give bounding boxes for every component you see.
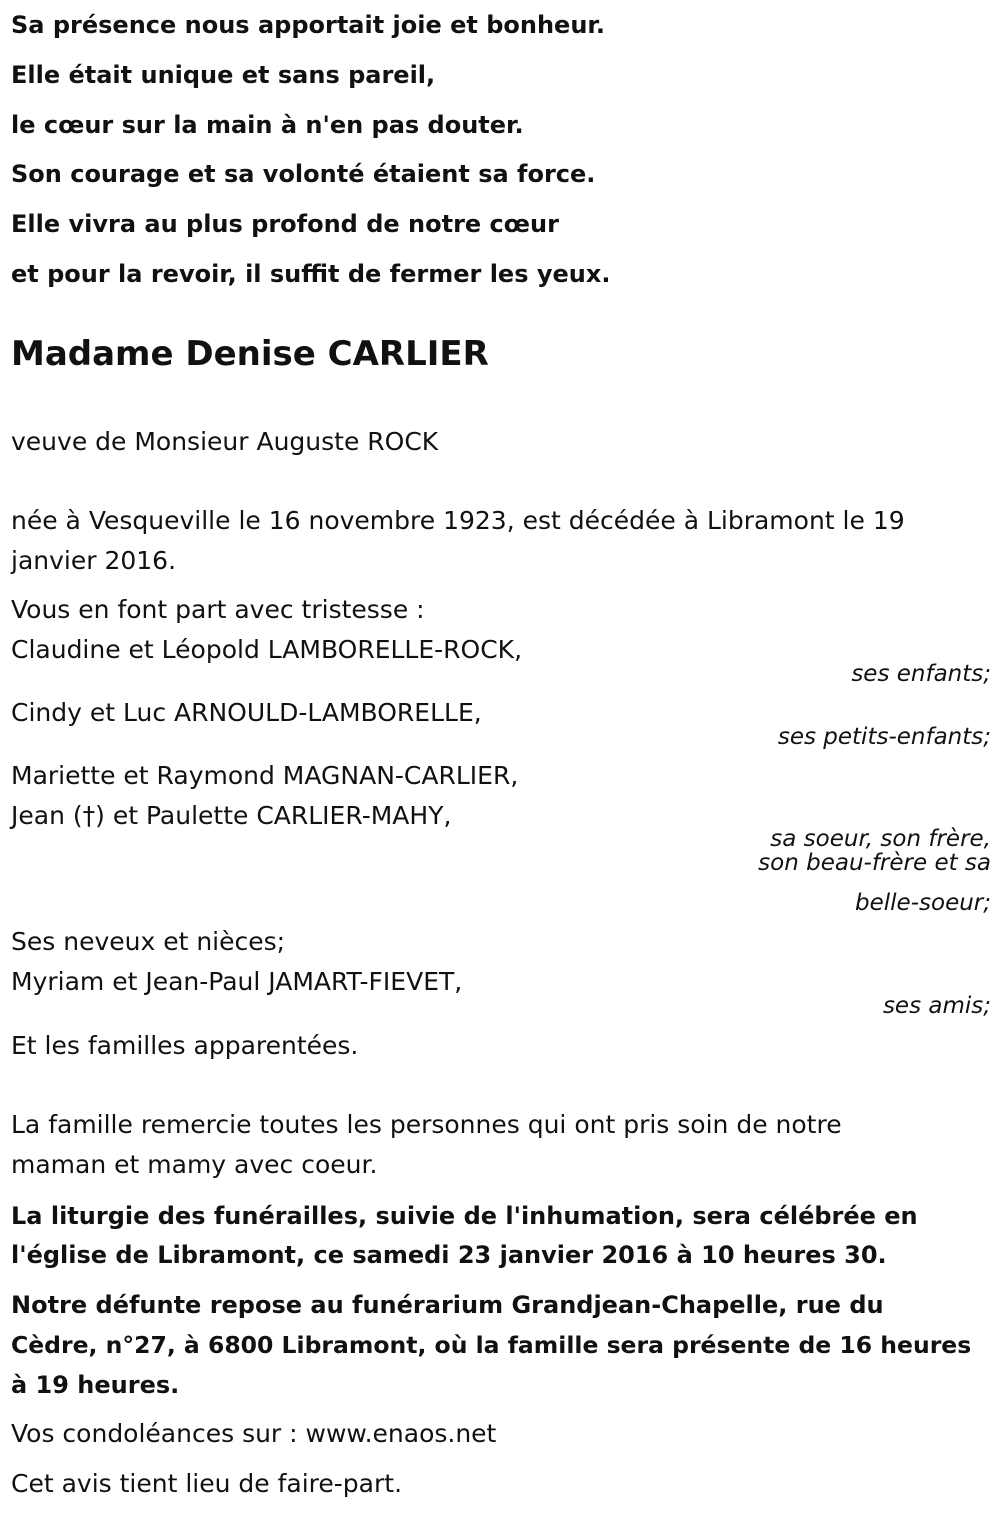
notice-line: Cet avis tient lieu de faire-part. [11, 1469, 403, 1498]
poem-line: Elle vivra au plus profond de notre cœur [11, 210, 559, 238]
announcement-intro: Vous en font part avec tristesse : [11, 595, 425, 624]
relatives: Et les familles apparentées. [11, 1031, 359, 1060]
widow-of: veuve de Monsieur Auguste ROCK [11, 427, 439, 456]
grandchildren-role: ses petits-enfants; [777, 724, 991, 750]
funerarium-line: Cèdre, n°27, à 6800 Libramont, où la famille sera présente de 16 heures [11, 1331, 972, 1359]
children-role: ses enfants; [851, 661, 991, 687]
birth-death-line: janvier 2016. [11, 546, 177, 575]
nephews-nieces: Ses neveux et nièces; [11, 927, 286, 956]
siblings-names: Mariette et Raymond MAGNAN-CARLIER, [11, 761, 519, 790]
siblings-role: sa soeur, son frère, [770, 826, 991, 852]
thanks-line: La famille remercie toutes les personnes qui ont pris soin de notre [11, 1110, 842, 1139]
children-names: Claudine et Léopold LAMBORELLE-ROCK, [11, 635, 523, 664]
poem-line: Elle était unique et sans pareil, [11, 61, 436, 89]
funerarium-line: Notre défunte repose au funérarium Grandjean-Chapelle, rue du [11, 1291, 884, 1319]
poem-line: le cœur sur la main à n'en pas douter. [11, 111, 524, 139]
funerarium-line: à 19 heures. [11, 1371, 180, 1399]
siblings-names: Jean (†) et Paulette CARLIER-MAHY, [11, 801, 452, 830]
poem-line: et pour la revoir, il suffit de fermer les yeux. [11, 260, 611, 288]
liturgy-line: l'église de Libramont, ce samedi 23 janvier 2016 à 10 heures 30. [11, 1241, 887, 1269]
friends-names: Myriam et Jean-Paul JAMART-FIEVET, [11, 967, 463, 996]
liturgy-line: La liturgie des funérailles, suivie de l'inhumation, sera célébrée en [11, 1202, 918, 1230]
thanks-line: maman et mamy avec coeur. [11, 1150, 378, 1179]
birth-death-line: née à Vesqueville le 16 novembre 1923, est décédée à Libramont le 19 [11, 506, 905, 535]
condolences-line: Vos condoléances sur : www.enaos.net [11, 1419, 497, 1448]
deceased-name: Madame Denise CARLIER [11, 334, 489, 374]
siblings-role: belle-soeur; [855, 890, 991, 916]
siblings-role: son beau-frère et sa [758, 850, 991, 876]
poem-line: Sa présence nous apportait joie et bonheur. [11, 11, 605, 39]
poem-line: Son courage et sa volonté étaient sa force. [11, 160, 596, 188]
grandchildren-names: Cindy et Luc ARNOULD-LAMBORELLE, [11, 698, 482, 727]
friends-role: ses amis; [882, 993, 991, 1019]
